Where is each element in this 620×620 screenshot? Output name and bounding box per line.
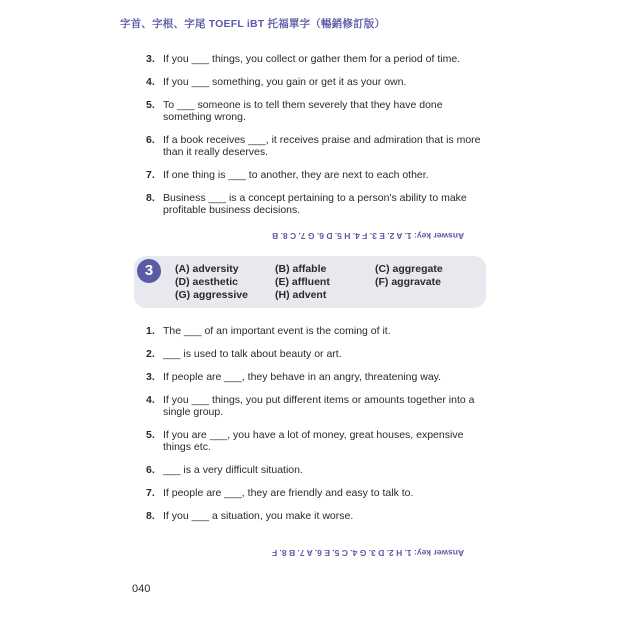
question-item <box>146 348 486 360</box>
question-item <box>146 169 486 181</box>
word-option: (G) aggressive <box>175 289 248 301</box>
question-number: 5. <box>146 429 155 441</box>
word-option: (B) affable <box>275 263 327 275</box>
question-number: 4. <box>146 394 155 406</box>
question-text: If you ___ things, you put different items or amounts together into a single group. <box>163 394 475 418</box>
exercise-number-badge: 3 <box>137 259 161 283</box>
question-text: If people are ___, they are friendly and easy to talk to. <box>163 487 414 499</box>
question-item <box>146 510 486 522</box>
question-text: If one thing is ___ to another, they are next to each other. <box>163 169 429 181</box>
word-option: (A) adversity <box>175 263 239 275</box>
question-number: 1. <box>146 325 155 337</box>
answer-key-exercise3: Answer key: 1. H 2. D 3. G 4. C 5. E 6. A 7. B 8. F <box>272 548 465 558</box>
question-text: ___ is used to talk about beauty or art. <box>163 348 342 360</box>
question-text: If you ___ things, you collect or gather them for a period of time. <box>163 53 461 65</box>
question-number: 6. <box>146 134 155 146</box>
answer-key-top: Answer key: 1. A 2. E 3. F 4. H 5. D 6. G 7. C 8. B <box>272 231 465 241</box>
question-number: 6. <box>146 464 155 476</box>
question-list-top <box>146 53 486 227</box>
question-number: 7. <box>146 487 155 499</box>
word-options-box <box>134 256 486 308</box>
question-item <box>146 53 486 65</box>
word-option: (D) aesthetic <box>175 276 239 288</box>
page-number: 040 <box>132 583 151 595</box>
question-text: If you ___ something, you gain or get it as your own. <box>163 76 407 88</box>
question-text: If people are ___, they behave in an angry, threatening way. <box>163 371 442 383</box>
question-number: 7. <box>146 169 155 181</box>
question-item <box>146 192 486 216</box>
question-number: 8. <box>146 510 155 522</box>
word-option: (C) aggregate <box>375 263 443 275</box>
word-option: (E) affluent <box>275 276 330 288</box>
question-number: 2. <box>146 348 155 360</box>
question-number: 3. <box>146 371 155 383</box>
question-item <box>146 429 486 453</box>
question-item <box>146 325 486 337</box>
question-text: If you ___ a situation, you make it worse. <box>163 510 354 522</box>
word-option: (F) aggravate <box>375 276 441 288</box>
question-number: 5. <box>146 99 155 111</box>
question-text: If you are ___, you have a lot of money, great houses, expensive things etc. <box>163 429 464 453</box>
page-header-title: 字首、字根、字尾 TOEFL iBT 托福單字（暢銷修訂版） <box>120 18 386 30</box>
question-item <box>146 394 486 418</box>
question-item <box>146 76 486 88</box>
question-text: If a book receives ___, it receives praise and admiration that is more than it really deserves. <box>163 134 481 158</box>
question-text: The ___ of an important event is the coming of it. <box>163 325 391 337</box>
question-item <box>146 464 486 476</box>
question-number: 3. <box>146 53 155 65</box>
question-number: 4. <box>146 76 155 88</box>
question-item <box>146 487 486 499</box>
question-text: To ___ someone is to tell them severely that they have done something wrong. <box>163 99 443 123</box>
question-item <box>146 371 486 383</box>
question-text: ___ is a very difficult situation. <box>163 464 303 476</box>
question-list-exercise3 <box>146 325 486 533</box>
question-item <box>146 99 486 123</box>
question-item <box>146 134 486 158</box>
word-option: (H) advent <box>275 289 327 301</box>
question-number: 8. <box>146 192 155 204</box>
question-text: Business ___ is a concept pertaining to a person's ability to make profitable business decisions. <box>163 192 467 216</box>
